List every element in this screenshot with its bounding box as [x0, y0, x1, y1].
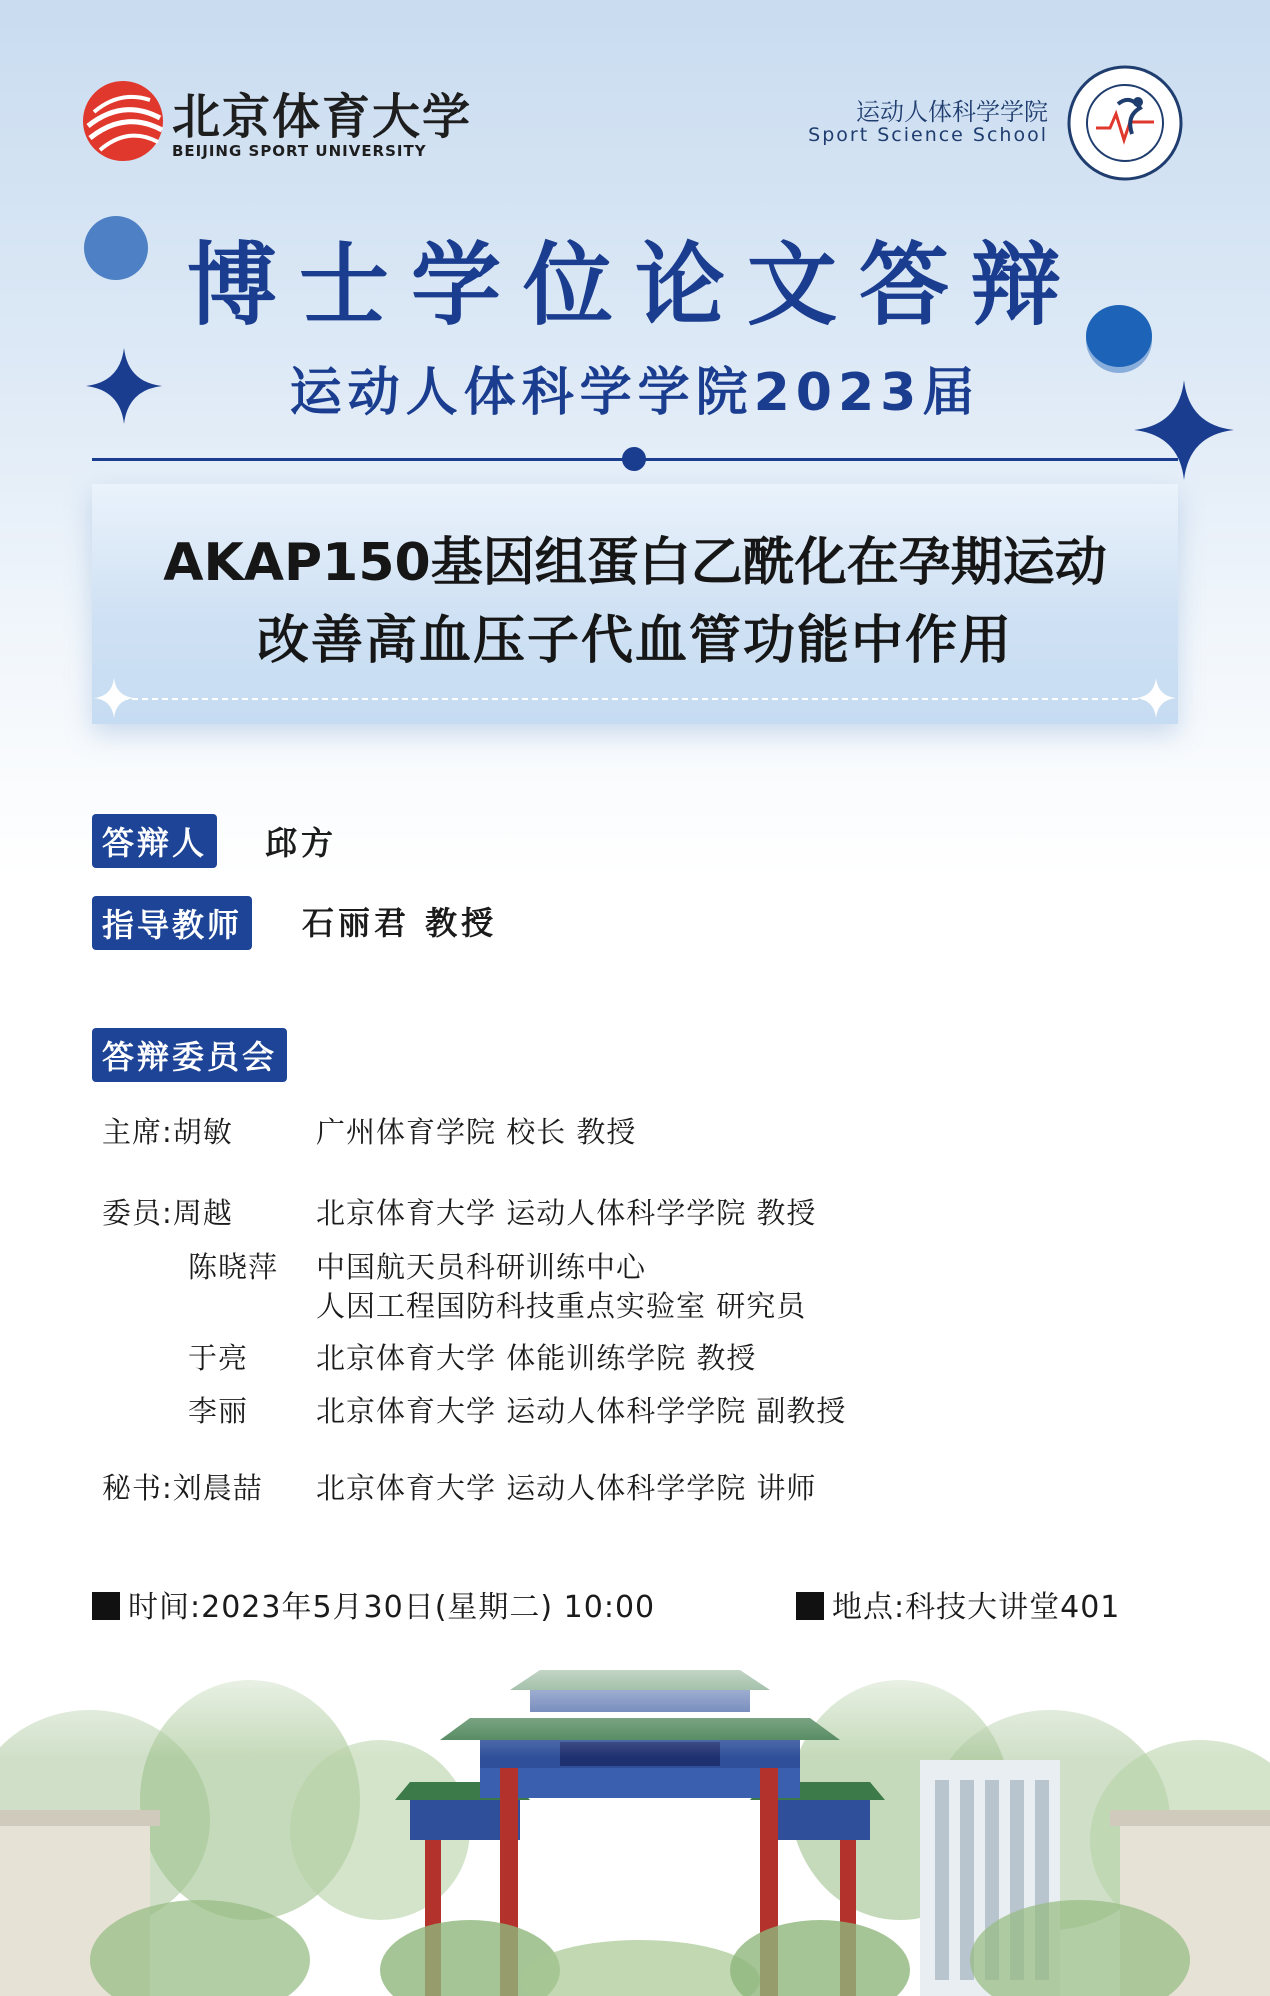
- campus-gate-illustration: [0, 1630, 1270, 1996]
- committee-member-affiliation: 中国航天员科研训练中心: [316, 1250, 647, 1284]
- main-title: 博士学位论文答辩: [187, 233, 1083, 338]
- schedule-place: [796, 1582, 1120, 1626]
- schedule-place-text: 地点:科技大讲堂401: [832, 1590, 1121, 1625]
- defender-name: 邱方: [265, 824, 338, 862]
- committee-member-affiliation: 人因工程国防科技重点实验室 研究员: [316, 1289, 807, 1323]
- thesis-title-line-1: AKAP150基因组蛋白乙酰化在孕期运动: [163, 533, 1107, 593]
- committee-member-affiliation: 北京体育大学 运动人体科学学院 教授: [316, 1196, 817, 1230]
- advisor-name: 石丽君 教授: [302, 904, 498, 942]
- committee-member-affiliation: 北京体育大学 运动人体科学学院 副教授: [316, 1394, 847, 1428]
- divider-dot-icon: [622, 447, 646, 471]
- schedule-time-text: 时间:2023年5月30日(星期二) 10:00: [128, 1590, 656, 1625]
- defender-label: 答辩人: [92, 814, 217, 868]
- committee-member: 陈晓萍: [188, 1250, 279, 1284]
- thesis-title-line-2: 改善高血压子代血管功能中作用: [256, 611, 1013, 671]
- committee-member-affiliation: 北京体育大学 体能训练学院 教授: [316, 1341, 757, 1375]
- schedule-time: [92, 1582, 655, 1626]
- committee-secretary-affiliation: 北京体育大学 运动人体科学学院 讲师: [316, 1471, 817, 1505]
- square-bullet-icon: [796, 1592, 824, 1620]
- university-emblem-icon: [80, 78, 166, 164]
- thesis-title-box: [92, 484, 1178, 724]
- sparkle-icon: [1136, 678, 1176, 718]
- sub-title: 运动人体科学学院2023届: [289, 363, 981, 423]
- advisor-label: 指导教师: [92, 896, 252, 950]
- square-bullet-icon: [92, 1592, 120, 1620]
- committee-member: 委员:周越: [102, 1196, 233, 1230]
- school-name-cn: 运动人体科学学院: [856, 98, 1048, 126]
- dashed-divider: [112, 698, 1158, 700]
- university-name-en: BEIJING SPORT UNIVERSITY: [172, 142, 427, 160]
- committee-member: 李丽: [188, 1394, 249, 1428]
- committee-chair: 主席:胡敏: [102, 1115, 233, 1149]
- committee-label: 答辩委员会: [92, 1028, 287, 1082]
- sparkle-icon: [94, 678, 134, 718]
- committee-member: 于亮: [188, 1341, 249, 1375]
- school-seal-icon: [1066, 64, 1184, 182]
- committee-secretary: 秘书:刘晨喆: [102, 1471, 263, 1505]
- university-logo: [80, 78, 473, 168]
- committee-chair-affiliation: 广州体育学院 校长 教授: [316, 1115, 637, 1149]
- school-name-en: Sport Science School: [808, 124, 1048, 146]
- university-name-cn: 北京体育大学: [172, 89, 473, 145]
